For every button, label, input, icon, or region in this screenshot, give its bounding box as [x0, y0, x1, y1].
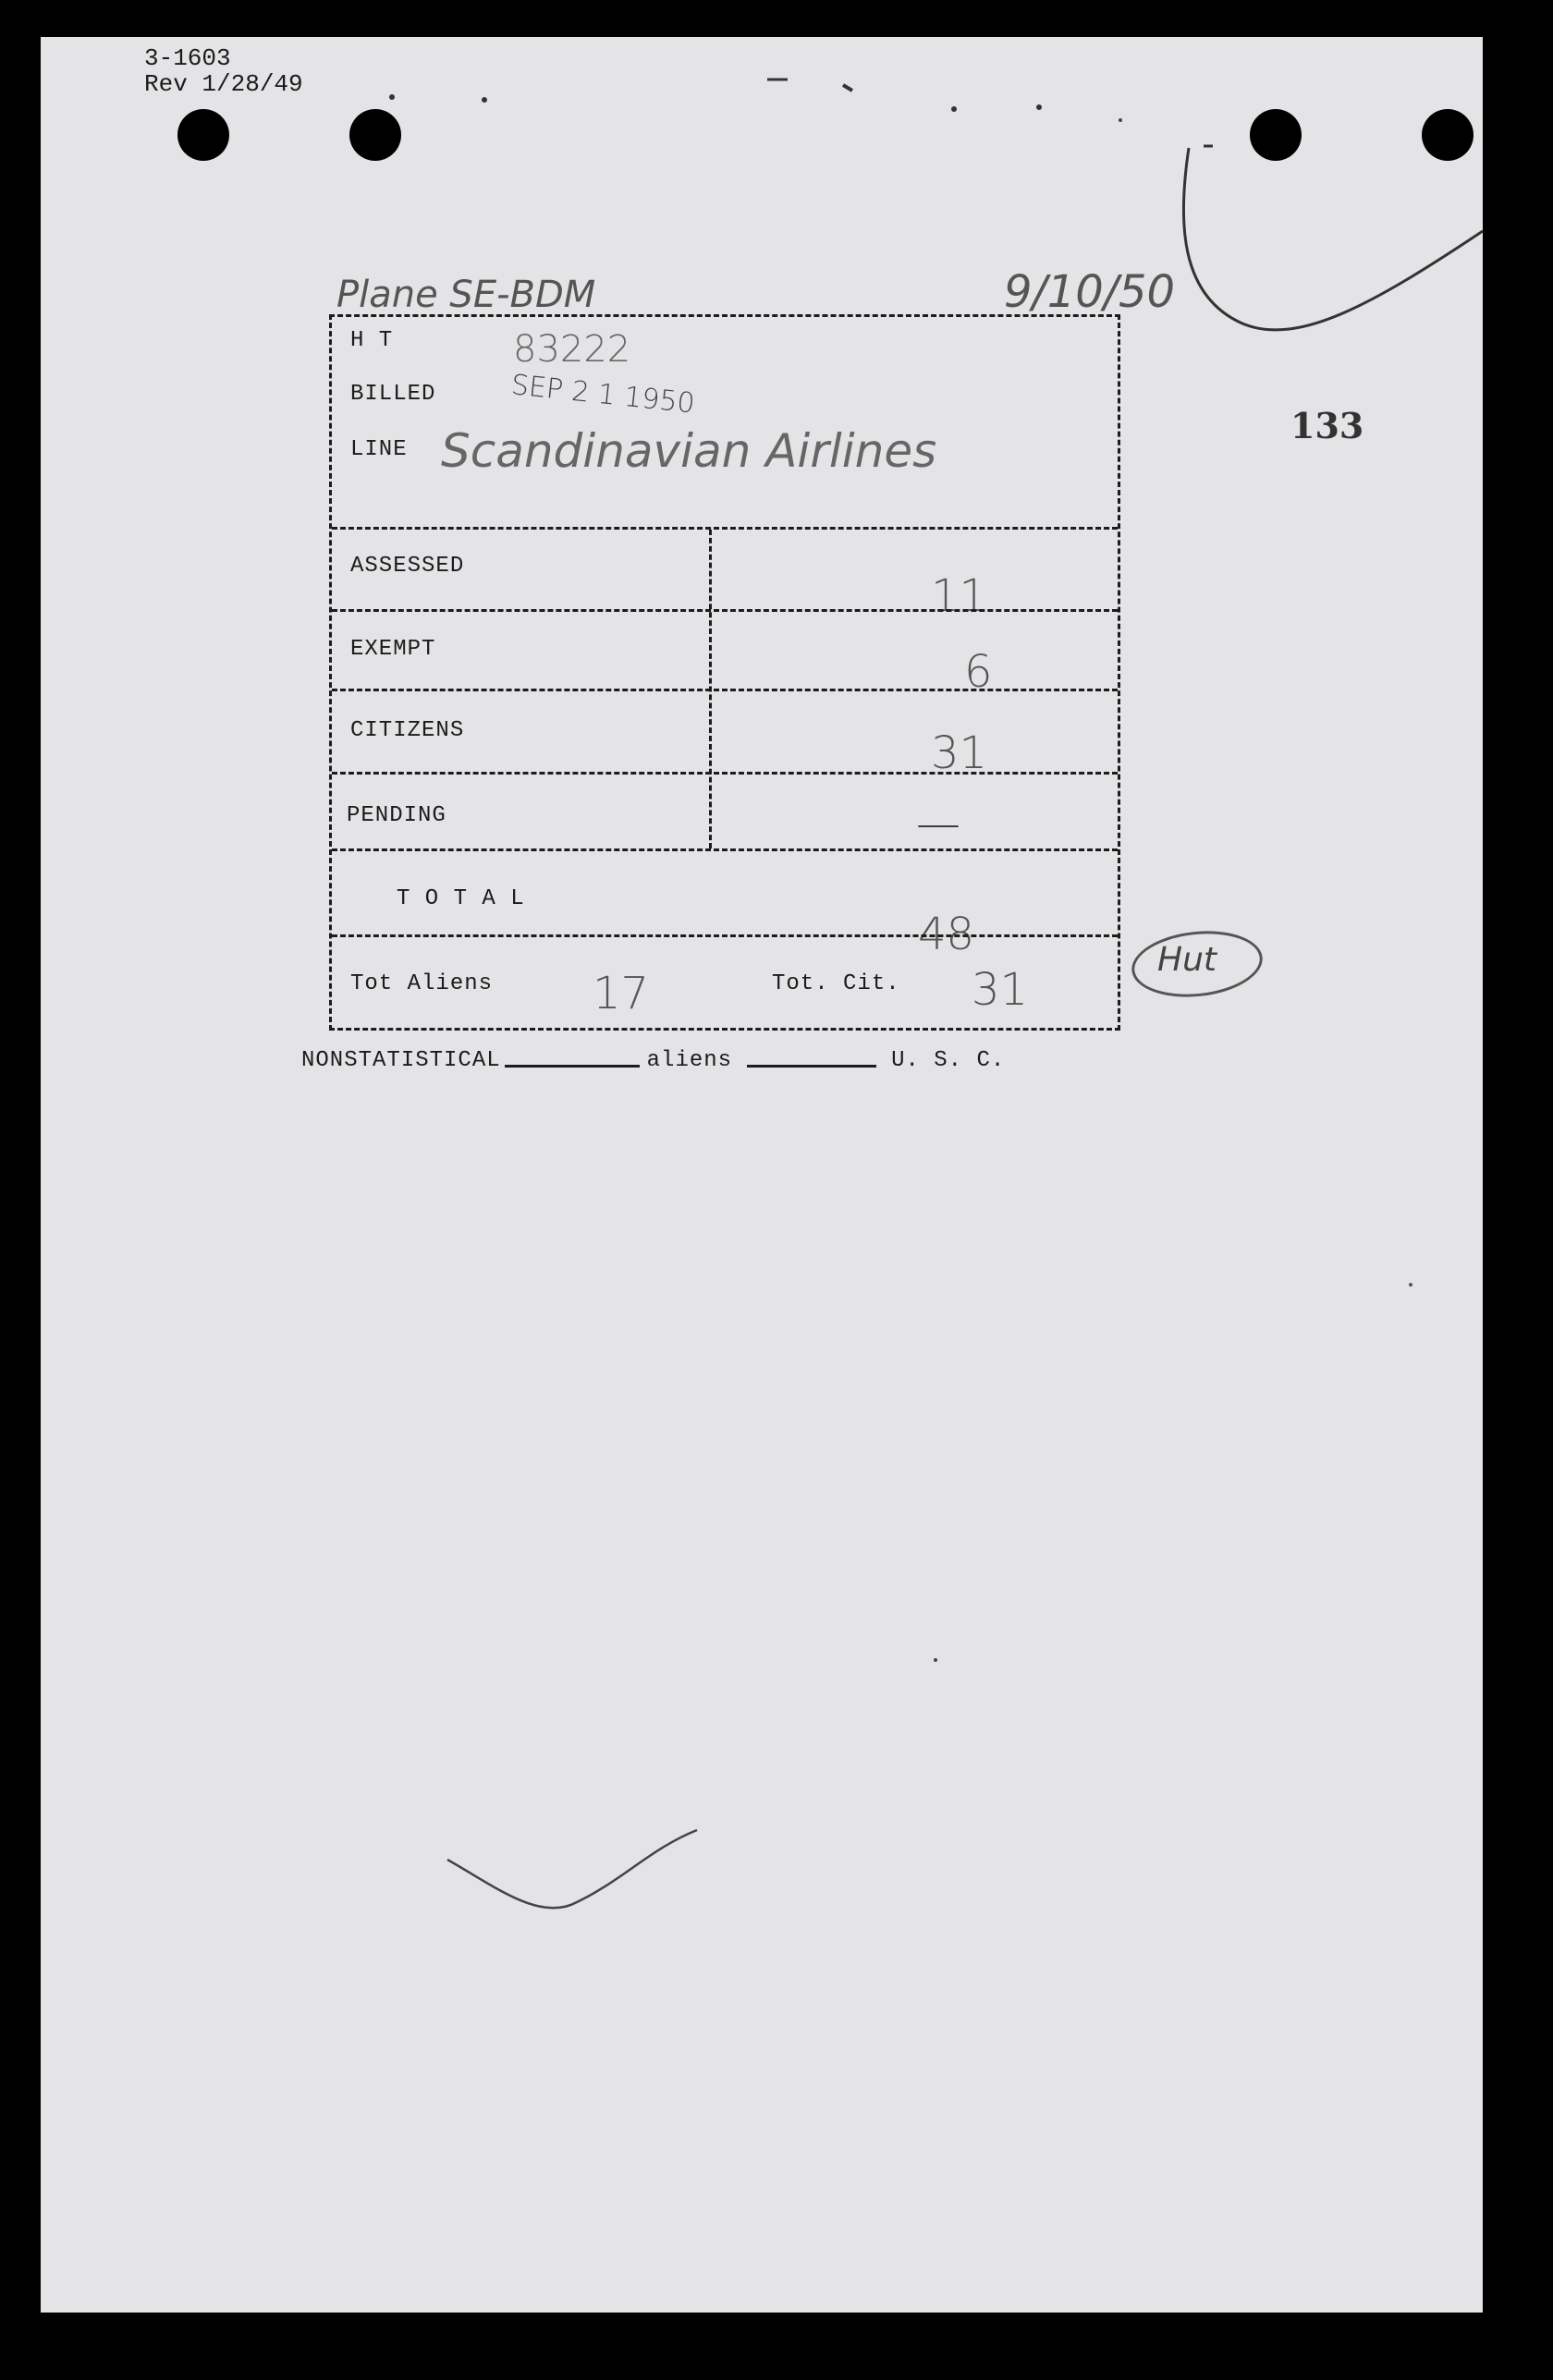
form-number: 3-1603: [144, 44, 231, 72]
tot-cit-value: 31: [972, 964, 1029, 1016]
divider-row-4: [332, 848, 1118, 851]
initials-text: Hut: [1157, 941, 1217, 979]
nonstatistical-label: NONSTATISTICAL: [301, 1048, 501, 1073]
divider-row-3: [332, 772, 1118, 775]
handwritten-plane: Plane SE-BDM: [336, 274, 596, 316]
line-label: LINE: [350, 437, 408, 462]
row-value-pending: —: [916, 798, 960, 849]
usc-label: U. S. C.: [891, 1048, 1006, 1073]
row-label-exempt: EXEMPT: [350, 637, 436, 662]
divider-row-1: [332, 609, 1118, 612]
divider-header: [332, 527, 1118, 530]
row-value-citizens: 31: [931, 727, 988, 779]
page-number: 133: [1290, 405, 1364, 446]
total-value: 48: [918, 909, 975, 960]
handwritten-date: 9/10/50: [1004, 266, 1176, 318]
ht-label: H T: [350, 328, 394, 353]
form-revision: Rev 1/28/49: [144, 70, 303, 98]
billed-label: BILLED: [350, 382, 436, 407]
nonstatistical-blank: [505, 1065, 640, 1068]
aliens-label: aliens: [646, 1048, 733, 1073]
inspection-table: [329, 314, 1120, 1031]
total-label: T O T A L: [397, 886, 525, 911]
row-value-assessed: 11: [931, 570, 988, 622]
row-value-exempt: 6: [964, 646, 993, 698]
tot-aliens-label: Tot Aliens: [350, 971, 494, 996]
divider-total: [332, 934, 1118, 937]
document-page: [41, 37, 1483, 2313]
divider-row-2: [332, 689, 1118, 691]
footer-line: [301, 1048, 1005, 1073]
tot-aliens-value: 17: [593, 968, 650, 1019]
tot-cit-label: Tot. Cit.: [772, 971, 900, 996]
row-label-citizens: CITIZENS: [350, 718, 465, 743]
aliens-blank: [747, 1065, 876, 1068]
handwritten-line-value: Scandinavian Airlines: [441, 424, 937, 478]
stamp-number: 83222: [513, 328, 631, 371]
row-label-assessed: ASSESSED: [350, 554, 465, 579]
row-label-pending: PENDING: [347, 803, 446, 828]
stamp-date: SEP 2 1 1950: [509, 369, 697, 421]
